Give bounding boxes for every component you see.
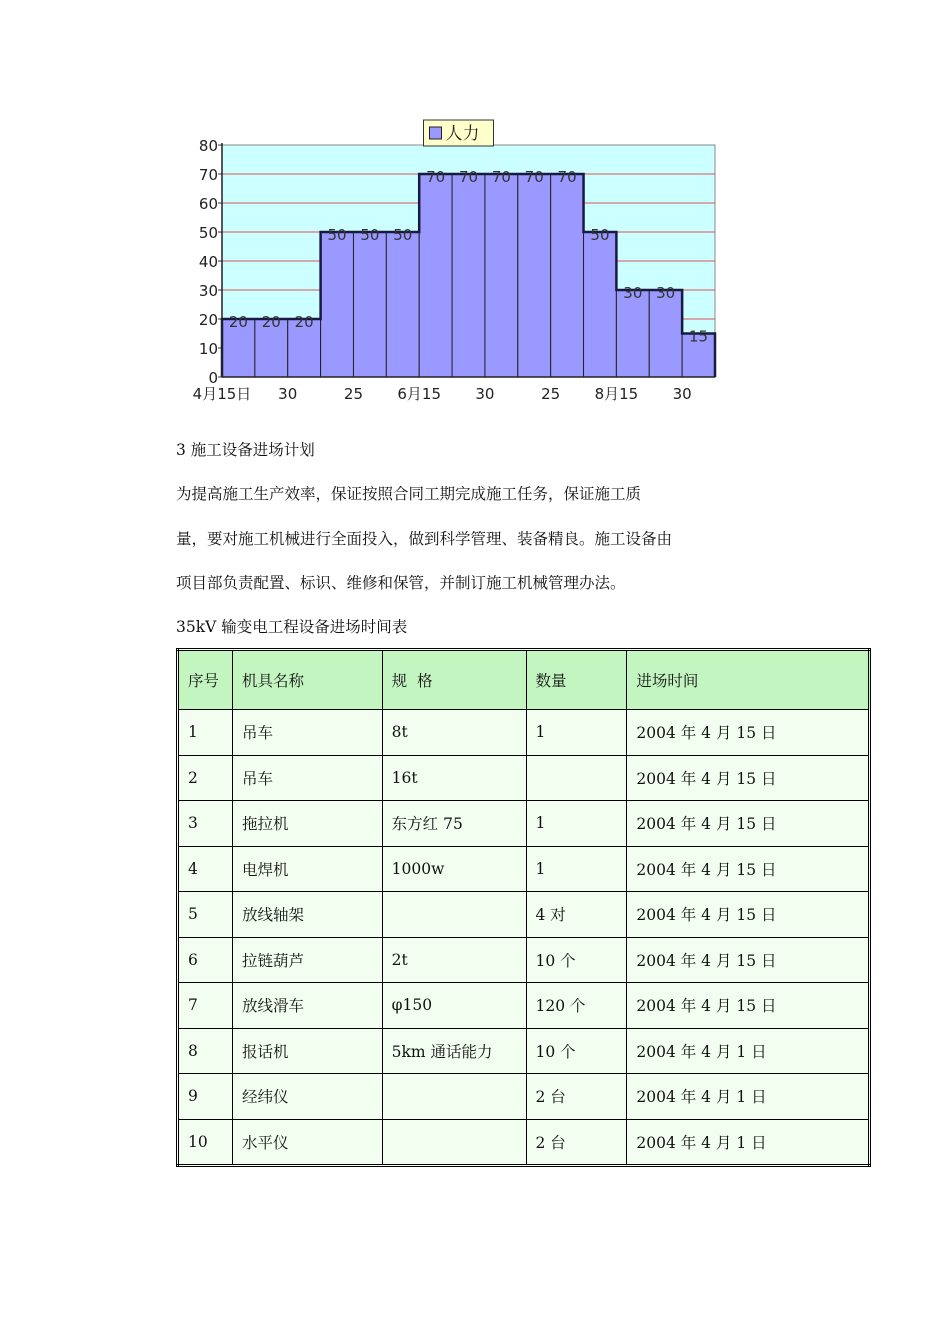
table-row	[178, 846, 870, 892]
bar	[584, 232, 617, 377]
cell-spec: 东方红 75	[382, 801, 526, 847]
cell-entry-date: 2004 年 4 月 15 日	[627, 983, 870, 1029]
cell-equipment-name: 拉链葫芦	[232, 937, 382, 983]
cell-quantity	[526, 755, 627, 801]
table-header-row	[178, 650, 870, 710]
cell-quantity: 2 台	[526, 1074, 627, 1120]
cell-entry-date: 2004 年 4 月 1 日	[627, 1028, 870, 1074]
table-row	[178, 801, 870, 847]
cell-quantity: 10 个	[526, 937, 627, 983]
data-label: 30	[623, 284, 643, 302]
cell-spec	[382, 1074, 526, 1120]
cell-index: 2	[178, 755, 233, 801]
cell-spec	[382, 892, 526, 938]
cell-spec: 16t	[382, 755, 526, 801]
cell-entry-date: 2004 年 4 月 15 日	[627, 937, 870, 983]
cell-quantity: 4 对	[526, 892, 627, 938]
legend-swatch	[430, 127, 442, 139]
bar	[419, 174, 452, 377]
cell-equipment-name: 拖拉机	[232, 801, 382, 847]
cell-quantity: 2 台	[526, 1119, 627, 1166]
cell-equipment-name: 放线轴架	[232, 892, 382, 938]
data-label: 70	[524, 168, 544, 186]
cell-index: 3	[178, 801, 233, 847]
x-tick-label: 25	[343, 385, 364, 403]
cell-equipment-name: 放线滑车	[232, 983, 382, 1029]
cell-entry-date: 2004 年 4 月 15 日	[627, 755, 870, 801]
cell-spec: 8t	[382, 710, 526, 756]
equipment-schedule-table	[176, 648, 871, 1167]
cell-quantity: 1	[526, 710, 627, 756]
table-row	[178, 892, 870, 938]
cell-spec: φ150	[382, 983, 526, 1029]
header-equipment-name: 机具名称	[232, 650, 382, 710]
cell-spec: 2t	[382, 937, 526, 983]
cell-equipment-name: 水平仪	[232, 1119, 382, 1166]
header-entry-date: 进场时间	[627, 650, 870, 710]
cell-quantity: 120 个	[526, 983, 627, 1029]
cell-spec: 5km 通话能力	[382, 1028, 526, 1074]
cell-spec	[382, 1119, 526, 1166]
cell-equipment-name: 经纬仪	[232, 1074, 382, 1120]
x-tick-label: 30	[475, 385, 495, 403]
cell-entry-date: 2004 年 4 月 15 日	[627, 801, 870, 847]
cell-spec: 1000w	[382, 846, 526, 892]
bar	[386, 232, 419, 377]
data-label: 20	[228, 313, 248, 331]
data-label: 70	[557, 168, 577, 186]
x-tick-label: 30	[672, 385, 692, 403]
bar	[551, 174, 584, 377]
cell-index: 5	[178, 892, 233, 938]
cell-index: 7	[178, 983, 233, 1029]
y-tick-label: 0	[208, 369, 218, 387]
cell-index: 10	[178, 1119, 233, 1166]
y-tick-label: 40	[198, 253, 218, 271]
table-row	[178, 937, 870, 983]
x-tick-label: 4月15日	[192, 385, 252, 403]
body-text-line-2: 量，要对施工机械进行全面投入，做到科学管理、装备精良。施工设备由	[176, 530, 673, 548]
bar	[518, 174, 551, 377]
table-row	[178, 710, 870, 756]
cell-index: 9	[178, 1074, 233, 1120]
cell-entry-date: 2004 年 4 月 1 日	[627, 1119, 870, 1166]
cell-quantity: 10 个	[526, 1028, 627, 1074]
x-tick-label: 6月15	[397, 385, 442, 403]
cell-equipment-name: 电焊机	[232, 846, 382, 892]
data-label: 70	[426, 168, 446, 186]
y-tick-label: 30	[198, 282, 218, 300]
cell-index: 1	[178, 710, 233, 756]
cell-index: 4	[178, 846, 233, 892]
cell-entry-date: 2004 年 4 月 15 日	[627, 710, 870, 756]
bar	[616, 290, 649, 377]
table-row	[178, 755, 870, 801]
cell-entry-date: 2004 年 4 月 1 日	[627, 1074, 870, 1120]
table-row	[178, 983, 870, 1029]
bar	[452, 174, 485, 377]
table-row	[178, 1028, 870, 1074]
bar	[485, 174, 518, 377]
data-label: 50	[590, 226, 610, 244]
cell-quantity: 1	[526, 801, 627, 847]
data-label: 15	[689, 327, 709, 346]
bar	[321, 232, 354, 377]
bar	[353, 232, 386, 377]
cell-equipment-name: 报话机	[232, 1028, 382, 1074]
data-label: 30	[656, 284, 676, 302]
cell-equipment-name: 吊车	[232, 755, 382, 801]
table-row	[178, 1119, 870, 1166]
y-tick-label: 10	[198, 340, 218, 358]
manpower-chart	[190, 115, 730, 410]
cell-entry-date: 2004 年 4 月 15 日	[627, 892, 870, 938]
section-heading: 3 施工设备进场计划	[176, 441, 315, 459]
data-label: 20	[294, 313, 314, 331]
table-row	[178, 1074, 870, 1120]
data-label: 70	[458, 168, 479, 186]
cell-index: 8	[178, 1028, 233, 1074]
y-tick-label: 20	[198, 311, 218, 329]
y-tick-label: 80	[198, 137, 218, 155]
data-label: 70	[491, 168, 511, 186]
y-tick-label: 50	[198, 224, 218, 242]
table-title: 35kV 输变电工程设备进场时间表	[176, 618, 408, 636]
data-label: 50	[393, 226, 413, 244]
header-index: 序号	[178, 650, 233, 710]
cell-quantity: 1	[526, 846, 627, 892]
body-text-line-3: 项目部负责配置、标识、维修和保管，并制订施工机械管理办法。	[176, 574, 626, 592]
x-tick-label: 25	[541, 385, 561, 403]
data-label: 50	[360, 226, 380, 244]
data-label: 20	[261, 313, 281, 331]
legend-label: 人力	[445, 124, 480, 144]
x-tick-label: 30	[278, 385, 298, 403]
cell-index: 6	[178, 937, 233, 983]
body-text-line-1: 为提高施工生产效率，保证按照合同工期完成施工任务，保证施工质	[176, 485, 642, 503]
header-spec: 规 格	[382, 650, 526, 710]
data-label: 50	[327, 226, 347, 244]
y-tick-label: 60	[198, 195, 218, 213]
cell-equipment-name: 吊车	[232, 710, 382, 756]
y-tick-label: 70	[198, 166, 218, 184]
header-quantity: 数量	[526, 650, 627, 710]
bar	[649, 290, 682, 377]
x-tick-label: 8月15	[594, 385, 639, 403]
cell-entry-date: 2004 年 4 月 15 日	[627, 846, 870, 892]
manpower-chart-svg	[190, 115, 730, 410]
